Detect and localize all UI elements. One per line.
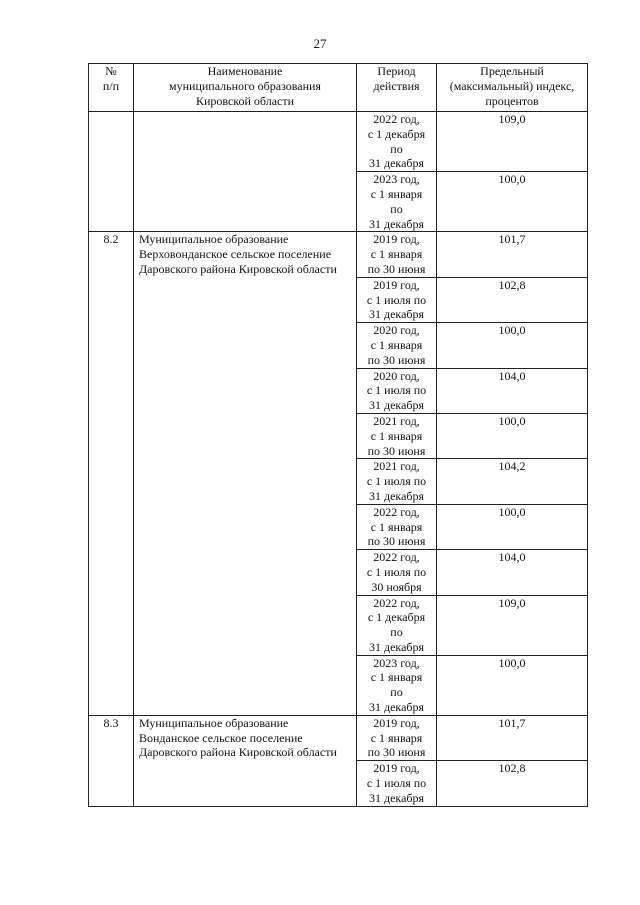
header-name: Наименование муниципального образования Кировской области <box>134 64 357 112</box>
header-index: Предельный (максимальный) индекс, процентов <box>437 64 588 112</box>
index-cell: 104,0 <box>437 368 588 413</box>
period-cell: 2020 год, с 1 июля по 31 декабря <box>357 368 437 413</box>
period-cell: 2019 год, с 1 января по 30 июня <box>357 715 437 760</box>
period-cell: 2020 год, с 1 января по 30 июня <box>357 323 437 368</box>
table-header-row <box>89 64 588 112</box>
index-cell: 104,2 <box>437 459 588 504</box>
municipality-name: Муниципальное образование Вонданское сельское поселение Даровского района Кировской области <box>134 715 357 806</box>
municipality-name <box>134 112 357 232</box>
index-cell: 100,0 <box>437 323 588 368</box>
table-row <box>89 232 588 277</box>
table-row <box>89 112 588 172</box>
period-cell: 2019 год, с 1 января по 30 июня <box>357 232 437 277</box>
row-number: 8.3 <box>89 715 134 806</box>
index-cell: 101,7 <box>437 715 588 760</box>
index-cell: 101,7 <box>437 232 588 277</box>
index-cell: 100,0 <box>437 172 588 232</box>
period-cell: 2023 год, с 1 января по 31 декабря <box>357 655 437 715</box>
index-cell: 109,0 <box>437 112 588 172</box>
tariff-index-table <box>88 63 588 807</box>
municipality-name: Муниципальное образование Верховонданское сельское поселение Даровского района Кировской области <box>134 232 357 716</box>
index-cell: 100,0 <box>437 413 588 458</box>
period-cell: 2019 год, с 1 июля по 31 декабря <box>357 761 437 806</box>
period-cell: 2022 год, с 1 июля по 30 ноября <box>357 550 437 595</box>
period-cell: 2022 год, с 1 января по 30 июня <box>357 504 437 549</box>
table-row <box>89 715 588 760</box>
index-cell: 102,8 <box>437 277 588 322</box>
header-period: Период действия <box>357 64 437 112</box>
header-num: № п/п <box>89 64 134 112</box>
row-number <box>89 112 134 232</box>
row-number: 8.2 <box>89 232 134 716</box>
table-body <box>89 112 588 807</box>
period-cell: 2022 год, с 1 декабря по 31 декабря <box>357 595 437 655</box>
index-cell: 104,0 <box>437 550 588 595</box>
period-cell: 2021 год, с 1 января по 30 июня <box>357 413 437 458</box>
index-cell: 109,0 <box>437 595 588 655</box>
period-cell: 2019 год, с 1 июля по 31 декабря <box>357 277 437 322</box>
index-cell: 100,0 <box>437 655 588 715</box>
page-number: 27 <box>313 36 327 51</box>
period-cell: 2022 год, с 1 декабря по 31 декабря <box>357 112 437 172</box>
index-cell: 100,0 <box>437 504 588 549</box>
period-cell: 2023 год, с 1 января по 31 декабря <box>357 172 437 232</box>
period-cell: 2021 год, с 1 июля по 31 декабря <box>357 459 437 504</box>
index-cell: 102,8 <box>437 761 588 806</box>
